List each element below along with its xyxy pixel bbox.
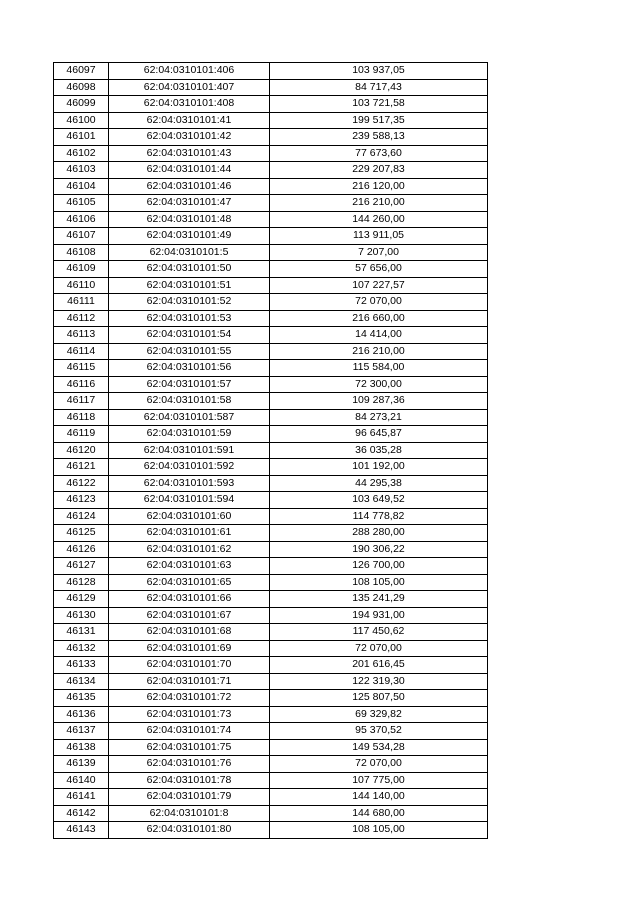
table-row	[54, 640, 488, 657]
cadastral-number-cell: 62:04:0310101:54	[109, 327, 270, 344]
cadastral-value-cell: 95 370,52	[270, 723, 488, 740]
row-number-cell: 46120	[54, 442, 109, 459]
row-number-cell: 46135	[54, 690, 109, 707]
cadastral-value-cell: 229 207,83	[270, 162, 488, 179]
cadastral-value-cell: 113 911,05	[270, 228, 488, 245]
cadastral-value-cell: 96 645,87	[270, 426, 488, 443]
cadastral-number-cell: 62:04:0310101:56	[109, 360, 270, 377]
cadastral-number-cell: 62:04:0310101:66	[109, 591, 270, 608]
table-row	[54, 723, 488, 740]
cadastral-value-cell: 84 717,43	[270, 79, 488, 96]
cadastral-value-cell: 101 192,00	[270, 459, 488, 476]
cadastral-value-cell: 144 260,00	[270, 211, 488, 228]
row-number-cell: 46098	[54, 79, 109, 96]
cadastral-number-cell: 62:04:0310101:47	[109, 195, 270, 212]
row-number-cell: 46134	[54, 673, 109, 690]
cadastral-value-cell: 288 280,00	[270, 525, 488, 542]
cadastral-value-cell: 72 070,00	[270, 756, 488, 773]
table-row	[54, 805, 488, 822]
cadastral-value-cell: 84 273,21	[270, 409, 488, 426]
cadastral-number-cell: 62:04:0310101:407	[109, 79, 270, 96]
table-row	[54, 525, 488, 542]
cadastral-value-cell: 239 588,13	[270, 129, 488, 146]
row-number-cell: 46137	[54, 723, 109, 740]
cadastral-number-cell: 62:04:0310101:587	[109, 409, 270, 426]
cadastral-number-cell: 62:04:0310101:42	[109, 129, 270, 146]
cadastral-value-table	[53, 62, 488, 839]
row-number-cell: 46118	[54, 409, 109, 426]
row-number-cell: 46130	[54, 607, 109, 624]
table-row	[54, 409, 488, 426]
cadastral-number-cell: 62:04:0310101:55	[109, 343, 270, 360]
cadastral-value-cell: 199 517,35	[270, 112, 488, 129]
row-number-cell: 46122	[54, 475, 109, 492]
table-row	[54, 393, 488, 410]
cadastral-number-cell: 62:04:0310101:408	[109, 96, 270, 113]
cadastral-value-cell: 122 319,30	[270, 673, 488, 690]
cadastral-value-cell: 144 680,00	[270, 805, 488, 822]
cadastral-value-cell: 69 329,82	[270, 706, 488, 723]
cadastral-value-cell: 126 700,00	[270, 558, 488, 575]
table-row	[54, 822, 488, 839]
cadastral-number-cell: 62:04:0310101:76	[109, 756, 270, 773]
row-number-cell: 46139	[54, 756, 109, 773]
cadastral-value-cell: 72 300,00	[270, 376, 488, 393]
table-row	[54, 591, 488, 608]
cadastral-value-cell: 14 414,00	[270, 327, 488, 344]
cadastral-number-cell: 62:04:0310101:5	[109, 244, 270, 261]
table-row	[54, 706, 488, 723]
cadastral-number-cell: 62:04:0310101:73	[109, 706, 270, 723]
cadastral-number-cell: 62:04:0310101:44	[109, 162, 270, 179]
row-number-cell: 46097	[54, 63, 109, 80]
table-row	[54, 426, 488, 443]
cadastral-number-cell: 62:04:0310101:52	[109, 294, 270, 311]
row-number-cell: 46116	[54, 376, 109, 393]
cadastral-number-cell: 62:04:0310101:58	[109, 393, 270, 410]
table-row	[54, 129, 488, 146]
table-row	[54, 624, 488, 641]
row-number-cell: 46141	[54, 789, 109, 806]
table-row	[54, 574, 488, 591]
cadastral-value-cell: 194 931,00	[270, 607, 488, 624]
cadastral-value-cell: 216 120,00	[270, 178, 488, 195]
table-body	[54, 63, 488, 839]
row-number-cell: 46143	[54, 822, 109, 839]
row-number-cell: 46132	[54, 640, 109, 657]
row-number-cell: 46138	[54, 739, 109, 756]
cadastral-number-cell: 62:04:0310101:59	[109, 426, 270, 443]
table-row	[54, 558, 488, 575]
row-number-cell: 46112	[54, 310, 109, 327]
row-number-cell: 46101	[54, 129, 109, 146]
table-row	[54, 739, 488, 756]
table-row	[54, 360, 488, 377]
row-number-cell: 46131	[54, 624, 109, 641]
table-row	[54, 508, 488, 525]
cadastral-number-cell: 62:04:0310101:71	[109, 673, 270, 690]
cadastral-number-cell: 62:04:0310101:60	[109, 508, 270, 525]
row-number-cell: 46142	[54, 805, 109, 822]
table-row	[54, 228, 488, 245]
row-number-cell: 46124	[54, 508, 109, 525]
cadastral-number-cell: 62:04:0310101:80	[109, 822, 270, 839]
row-number-cell: 46127	[54, 558, 109, 575]
cadastral-number-cell: 62:04:0310101:68	[109, 624, 270, 641]
table-row	[54, 294, 488, 311]
cadastral-number-cell: 62:04:0310101:57	[109, 376, 270, 393]
cadastral-number-cell: 62:04:0310101:8	[109, 805, 270, 822]
table-row	[54, 63, 488, 80]
row-number-cell: 46136	[54, 706, 109, 723]
table-row	[54, 145, 488, 162]
table-row	[54, 541, 488, 558]
row-number-cell: 46099	[54, 96, 109, 113]
table-row	[54, 96, 488, 113]
cadastral-value-cell: 114 778,82	[270, 508, 488, 525]
cadastral-number-cell: 62:04:0310101:62	[109, 541, 270, 558]
cadastral-value-cell: 103 721,58	[270, 96, 488, 113]
row-number-cell: 46107	[54, 228, 109, 245]
cadastral-value-cell: 108 105,00	[270, 574, 488, 591]
table-row	[54, 211, 488, 228]
cadastral-value-cell: 190 306,22	[270, 541, 488, 558]
cadastral-value-cell: 44 295,38	[270, 475, 488, 492]
cadastral-value-cell: 115 584,00	[270, 360, 488, 377]
table-row	[54, 690, 488, 707]
table-row	[54, 162, 488, 179]
row-number-cell: 46128	[54, 574, 109, 591]
table-row	[54, 327, 488, 344]
table-row	[54, 459, 488, 476]
cadastral-value-cell: 144 140,00	[270, 789, 488, 806]
cadastral-value-cell: 135 241,29	[270, 591, 488, 608]
cadastral-number-cell: 62:04:0310101:72	[109, 690, 270, 707]
cadastral-value-cell: 109 287,36	[270, 393, 488, 410]
cadastral-value-cell: 77 673,60	[270, 145, 488, 162]
cadastral-value-cell: 108 105,00	[270, 822, 488, 839]
table-row	[54, 112, 488, 129]
cadastral-value-cell: 72 070,00	[270, 640, 488, 657]
cadastral-number-cell: 62:04:0310101:61	[109, 525, 270, 542]
cadastral-value-cell: 107 227,57	[270, 277, 488, 294]
cadastral-number-cell: 62:04:0310101:594	[109, 492, 270, 509]
cadastral-value-cell: 72 070,00	[270, 294, 488, 311]
table-row	[54, 195, 488, 212]
table-row	[54, 277, 488, 294]
cadastral-number-cell: 62:04:0310101:63	[109, 558, 270, 575]
table-row	[54, 343, 488, 360]
row-number-cell: 46105	[54, 195, 109, 212]
cadastral-number-cell: 62:04:0310101:50	[109, 261, 270, 278]
cadastral-number-cell: 62:04:0310101:46	[109, 178, 270, 195]
table-row	[54, 492, 488, 509]
cadastral-number-cell: 62:04:0310101:49	[109, 228, 270, 245]
row-number-cell: 46111	[54, 294, 109, 311]
row-number-cell: 46133	[54, 657, 109, 674]
row-number-cell: 46106	[54, 211, 109, 228]
table-row	[54, 772, 488, 789]
cadastral-value-cell: 103 937,05	[270, 63, 488, 80]
table-row	[54, 244, 488, 261]
row-number-cell: 46108	[54, 244, 109, 261]
row-number-cell: 46102	[54, 145, 109, 162]
row-number-cell: 46121	[54, 459, 109, 476]
cadastral-value-cell: 216 210,00	[270, 343, 488, 360]
row-number-cell: 46125	[54, 525, 109, 542]
cadastral-number-cell: 62:04:0310101:65	[109, 574, 270, 591]
cadastral-value-cell: 7 207,00	[270, 244, 488, 261]
cadastral-value-cell: 216 210,00	[270, 195, 488, 212]
cadastral-value-cell: 125 807,50	[270, 690, 488, 707]
cadastral-value-cell: 57 656,00	[270, 261, 488, 278]
row-number-cell: 46100	[54, 112, 109, 129]
cadastral-number-cell: 62:04:0310101:591	[109, 442, 270, 459]
table-row	[54, 756, 488, 773]
row-number-cell: 46117	[54, 393, 109, 410]
table-row	[54, 657, 488, 674]
cadastral-number-cell: 62:04:0310101:53	[109, 310, 270, 327]
cadastral-number-cell: 62:04:0310101:70	[109, 657, 270, 674]
cadastral-value-cell: 36 035,28	[270, 442, 488, 459]
table-row	[54, 607, 488, 624]
row-number-cell: 46140	[54, 772, 109, 789]
row-number-cell: 46104	[54, 178, 109, 195]
table-row	[54, 79, 488, 96]
row-number-cell: 46110	[54, 277, 109, 294]
cadastral-value-cell: 149 534,28	[270, 739, 488, 756]
cadastral-value-cell: 103 649,52	[270, 492, 488, 509]
table-row	[54, 673, 488, 690]
cadastral-number-cell: 62:04:0310101:69	[109, 640, 270, 657]
row-number-cell: 46126	[54, 541, 109, 558]
cadastral-number-cell: 62:04:0310101:67	[109, 607, 270, 624]
table-row	[54, 310, 488, 327]
table-row	[54, 475, 488, 492]
row-number-cell: 46119	[54, 426, 109, 443]
row-number-cell: 46109	[54, 261, 109, 278]
row-number-cell: 46113	[54, 327, 109, 344]
cadastral-number-cell: 62:04:0310101:592	[109, 459, 270, 476]
row-number-cell: 46103	[54, 162, 109, 179]
table-row	[54, 376, 488, 393]
table-row	[54, 261, 488, 278]
cadastral-number-cell: 62:04:0310101:75	[109, 739, 270, 756]
cadastral-number-cell: 62:04:0310101:43	[109, 145, 270, 162]
cadastral-number-cell: 62:04:0310101:48	[109, 211, 270, 228]
table-row	[54, 442, 488, 459]
cadastral-number-cell: 62:04:0310101:79	[109, 789, 270, 806]
table-row	[54, 789, 488, 806]
row-number-cell: 46129	[54, 591, 109, 608]
cadastral-value-cell: 201 616,45	[270, 657, 488, 674]
cadastral-value-cell: 107 775,00	[270, 772, 488, 789]
cadastral-value-cell: 216 660,00	[270, 310, 488, 327]
cadastral-number-cell: 62:04:0310101:51	[109, 277, 270, 294]
table-row	[54, 178, 488, 195]
cadastral-value-cell: 117 450,62	[270, 624, 488, 641]
cadastral-number-cell: 62:04:0310101:406	[109, 63, 270, 80]
row-number-cell: 46114	[54, 343, 109, 360]
cadastral-number-cell: 62:04:0310101:74	[109, 723, 270, 740]
cadastral-number-cell: 62:04:0310101:78	[109, 772, 270, 789]
cadastral-number-cell: 62:04:0310101:593	[109, 475, 270, 492]
row-number-cell: 46123	[54, 492, 109, 509]
cadastral-number-cell: 62:04:0310101:41	[109, 112, 270, 129]
row-number-cell: 46115	[54, 360, 109, 377]
